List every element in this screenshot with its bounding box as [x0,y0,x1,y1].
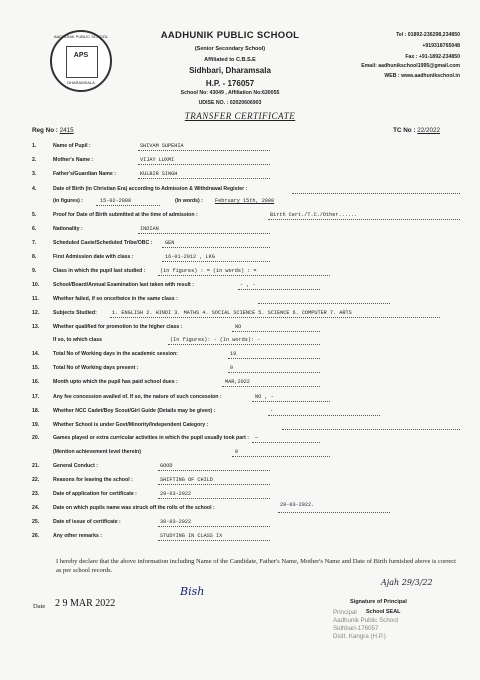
form-row [0,198,480,210]
fill-line [228,358,320,359]
row-label: Mother's Name : [53,157,94,163]
row-value: 19 [230,351,237,357]
fill-line [268,415,380,416]
udise-number: UDISE NO. : 02020606903 [198,100,262,106]
row-label: (in figures) : [53,198,83,204]
row-label: First Admission date with class : [53,254,134,260]
dob-words-value: February 15th, 2008 [215,198,275,204]
website: WEB : www.aadhunikschool.in [384,73,460,79]
school-subtitle: (Senior Secondary School) [194,46,266,52]
row-number: 4. [32,186,37,192]
row-label: Father's/Guardian Name : [53,171,116,177]
fill-line [158,540,270,541]
row-number: 23. [32,491,40,497]
fill-line [162,247,270,248]
row-value: KULBIR SINGH [140,171,178,177]
school-logo [50,30,112,92]
row-number: 8. [32,254,37,260]
row-number: 21. [32,463,40,469]
row-label: School/Board/Annual Examination last taken with result : [53,282,194,288]
row-value: 0 [230,365,234,371]
fill-line [258,303,390,304]
form-row [0,240,480,252]
form-row [0,365,480,377]
form-row [0,254,480,266]
principal-label: Signature of Principal [350,599,407,605]
row-number: 7. [32,240,37,246]
tc-no-value: 22/2022 [417,127,440,134]
stamp-line: Sidhbari-176057 [333,625,379,632]
fill-line [96,205,160,206]
fill-line [158,484,270,485]
school-pin: H.P. - 176057 [205,79,255,88]
row-label: Date on which pupils name was struck off the rolls of the school : [53,505,215,511]
row-label: Any fee concession availed of. If so, the nature of such concession : [53,394,222,400]
form-row [0,310,480,322]
stamp-line: Aadhunik Public School [333,617,399,624]
row-value: INDIAN [140,226,159,232]
row-number: 1. [32,143,37,149]
fax: Fax : +91-1892-234850 [405,54,460,60]
form-row [0,491,480,503]
fill-line [268,219,460,220]
fill-line [158,275,330,276]
signature-principal: Ajah 29/3/22 [381,578,433,587]
row-number: 3. [32,171,37,177]
row-value: — [255,435,259,441]
row-label: If so, to which class [53,337,103,343]
row-number: 17. [32,394,40,400]
row-value: MAR,2022 [225,379,250,385]
row-number: 19. [32,422,40,428]
form-row [0,502,480,517]
row-number: 20. [32,435,40,441]
row-value: (in figures) : = (in words) : = [160,268,257,274]
fill-line [158,470,270,471]
fill-line [138,178,270,179]
row-value: NO [235,324,242,330]
row-value: (In figures): - (In words): - [170,337,261,343]
dob-words-label: (In words) : [175,198,203,204]
row-value: 29-03-2022. [280,502,315,508]
fill-line [138,233,270,234]
fill-line [278,512,390,513]
row-label: Whether failed, if so once/twice in the same class : [53,296,178,302]
row-number: 26. [32,533,40,539]
row-label: Whether NCC Cadet/Boy Scout/Girl Guide (Details may be given) : [53,408,216,414]
row-value: NO , - [255,394,274,400]
row-value: SHIFTING OF CHILD [160,477,213,483]
row-value: 16-01-2012 , LKG [165,254,215,260]
fill-line [158,498,270,499]
row-label: Total No of Working days in the academic session: [53,351,178,357]
row-value: SHIVAM SUPEHIA [140,143,184,149]
fill-line [110,317,440,318]
row-value: 0 [235,449,239,455]
school-name: AADHUNIK PUBLIC SCHOOL [160,30,300,41]
form-row [0,268,480,280]
date-label: Date [33,603,46,610]
form-row [0,324,480,336]
row-label: Date of application for certificate : [53,491,137,497]
form-row [0,212,480,224]
row-label: Date of Birth (in Christian Era) according to Admission & Withdrawal Register : [53,186,248,192]
form-row [0,186,480,198]
row-number: 9. [32,268,37,274]
seal-label: School SEAL [366,609,401,615]
form-row [0,337,480,349]
fill-line [232,456,330,457]
row-value: VIJAY LUXMI [140,157,175,163]
row-label: Reasons for leaving the school : [53,477,133,483]
row-number: 2. [32,157,37,163]
row-number: 13. [32,324,40,330]
form-row [0,282,480,294]
fill-line [222,386,320,387]
form-row [0,351,480,363]
row-label: Proof for Date of Birth submitted at the time of admission : [53,212,198,218]
row-label: Nationality : [53,226,83,232]
row-number: 6. [32,226,37,232]
signature-left: Bish [180,585,205,598]
row-number: 25. [32,519,40,525]
telephone: Tel : 01892-236298,234850 [396,32,460,38]
form-row [0,143,480,155]
tc-no-label: TC No : [393,127,416,134]
fill-line [232,331,320,332]
row-number: 11. [32,296,39,302]
form-row [0,449,480,461]
row-number: 15. [32,365,40,371]
fill-line [252,442,320,443]
form-row [0,422,480,434]
form-row [0,519,480,531]
row-number: 10. [32,282,40,288]
stamp-line: Distt. Kangra (H.P.) [333,633,386,640]
stamp-line: Principal [333,609,357,616]
row-label: Name of Pupil : [53,143,91,149]
form-row [0,226,480,238]
date-stamp: 2 9 MAR 2022 [55,598,116,609]
row-value: GEN [165,240,175,246]
fill-line [138,164,270,165]
row-label: Whether School is under Govt/Minority/Independent Category : [53,422,209,428]
fill-line [238,289,320,290]
fill-line [168,344,320,345]
row-number: 18. [32,408,40,414]
form-row [0,435,480,447]
school-place: Sidhbari, Dharamsala [189,66,271,75]
form-row [0,477,480,489]
row-value: Birth Cert./T.C./Other...... [270,212,358,218]
row-number: 16. [32,379,40,385]
row-value: 1. ENGLISH 2. HINDI 3. MATHS 4. SOCIAL SCIENCE 5. SCIENCE 6. COMPUTER 7. ARTS [112,310,352,316]
row-number: 5. [32,212,37,218]
logo-ring-text: AADHUNIK PUBLIC SCHOOL [53,34,109,39]
tc-no [393,127,440,134]
row-number: 22. [32,477,40,483]
row-label: Whether qualified for promotion to the higher class : [53,324,183,330]
row-number: 14. [32,351,40,357]
declaration-text: I hereby declare that the above information including Name of the Candidate, Father's Name, Mother's Name and Date of Birth furnished above is correct as per school records. [56,558,456,574]
form-row [0,463,480,475]
form-row [0,394,480,406]
row-value: 30-03-2022 [160,519,192,525]
reg-no-label: Reg No : [32,127,58,134]
school-number: School No: 43049 , Affiliation No:630055 [180,90,280,96]
form-row [0,157,480,169]
form-row [0,379,480,391]
row-value: - [270,408,274,414]
row-number: 12. [32,310,40,316]
row-label: Total No of Working days present : [53,365,139,371]
logo-text: APS [73,52,89,59]
row-value: - , - [240,282,256,288]
row-value: GOOD [160,463,173,469]
form-row [0,296,480,308]
mobile: +919318765048 [422,43,460,49]
row-label: Month upto which the pupil has paid school dues : [53,379,178,385]
fill-line [292,193,460,194]
row-label: Scheduled Caste/Scheduled Tribe/OBC : [53,240,153,246]
email: Email: aadhunikschool1995@gmail.com [361,63,460,69]
row-label: Class in which the pupil last studied : [53,268,146,274]
reg-no [32,127,74,134]
form-row [0,171,480,183]
logo-ribbon: DHARAMSALA [67,80,95,85]
row-label: General Conduct : [53,463,98,469]
form-row [0,533,480,545]
row-label: Subjects Studied: [53,310,97,316]
school-affiliation: Affiliated to C.B.S.E [204,57,256,63]
fill-line [282,429,460,430]
reg-no-value: 2415 [59,127,74,134]
fill-line [252,401,330,402]
row-label: Games played or extra curricular activities in which the pupil usually took part : [53,435,250,441]
row-label: (Mention achievement level therein) [53,449,141,455]
certificate-title: TRANSFER CERTIFICATE [184,111,296,121]
row-label: Date of issue of certificate : [53,519,121,525]
row-value: 15-02-2008 [100,198,132,204]
row-value: STUDYING IN CLASS IX [160,533,223,539]
fill-line [228,372,320,373]
logo-shield [66,46,98,78]
row-label: Any other remarks : [53,533,103,539]
fill-line [138,150,270,151]
row-value: 29-03-2022 [160,491,192,497]
fill-line [158,526,270,527]
row-number: 24. [32,505,40,511]
form-row [0,408,480,420]
fill-line [162,261,270,262]
